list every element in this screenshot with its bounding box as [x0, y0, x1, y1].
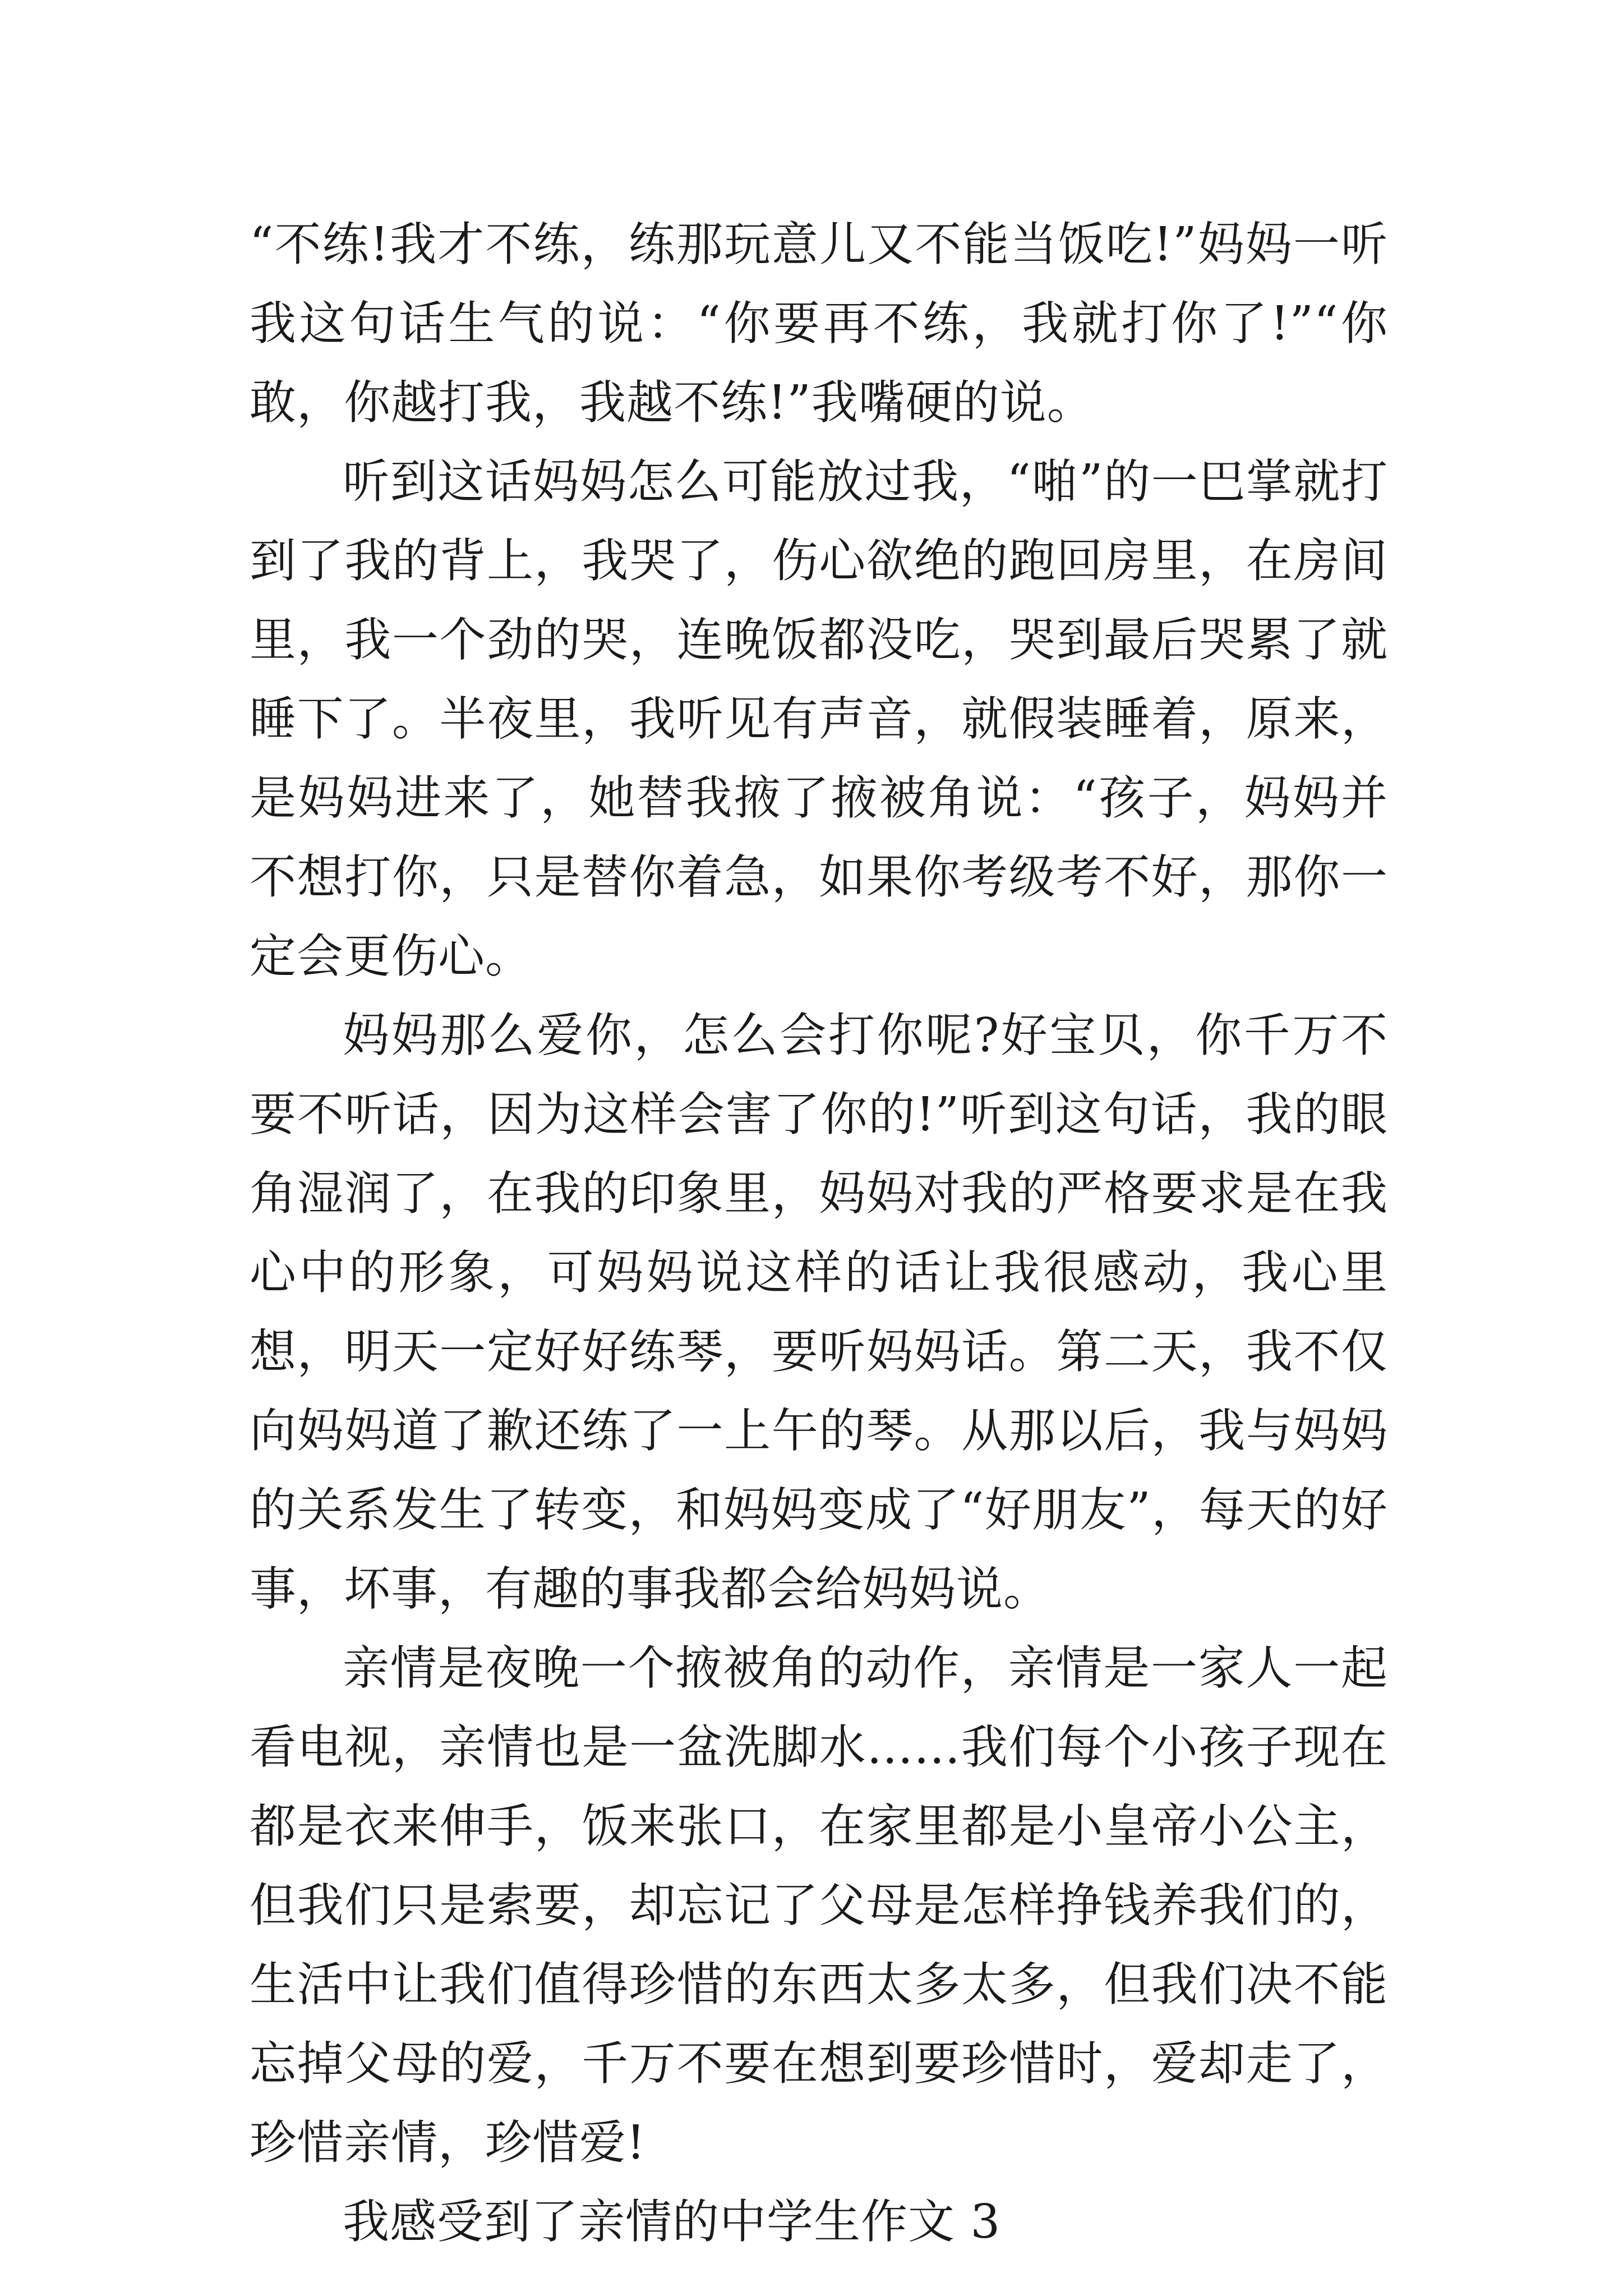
paragraph-2: 听到这话妈妈怎么可能放过我，“啪”的一巴掌就打到了我的背上，我哭了，伤心欲绝的跑回房里，在房间里，我一个劲的哭，连晚饭都没吃，哭到最后哭累了就睡下了。半夜里，我听见有声音，就假装睡着，原来，是妈妈进来了，她替我掖了掖被角说：“孩子，妈妈并不想打你，只是替你着急，如果你考级考不好，那你一定会更伤心。	[250, 454, 1388, 983]
paragraph-4: 亲情是夜晚一个掖被角的动作，亲情是一家人一起看电视，亲情也是一盆洗脚水……我们每个小孩子现在都是衣来伸手，饭来张口，在家里都是小皇帝小公主，但我们只是索要，却忘记了父母是怎样挣钱养我们的，生活中让我们值得珍惜的东西太多太多，但我们决不能忘掉父母的爱，千万不要在想到要珍惜时，爱却走了，珍惜亲情，珍惜爱!	[250, 1641, 1388, 2170]
paragraph-3: 妈妈那么爱你，怎么会打你呢?好宝贝，你千万不要不听话，因为这样会害了你的!”听到这句话，我的眼角湿润了，在我的印象里，妈妈对我的严格要求是在我心中的形象，可妈妈说这样的话让我很感动，我心里想，明天一定好好练琴，要听妈妈话。第二天，我不仅向妈妈道了歉还练了一上午的琴。从那以后，我与妈妈的关系发生了转变，和妈妈变成了“好朋友”，每天的好事，坏事，有趣的事我都会给妈妈说。	[250, 1008, 1388, 1616]
article-body	[250, 205, 1388, 2261]
paragraph-1: “不练!我才不练，练那玩意儿又不能当饭吃!”妈妈一听我这句话生气的说：“你要再不练，我就打你了!”“你敢，你越打我，我越不练!”我嘴硬的说。	[250, 217, 1388, 430]
section-title: 我感受到了亲情的中学生作文 3	[343, 2194, 1001, 2249]
